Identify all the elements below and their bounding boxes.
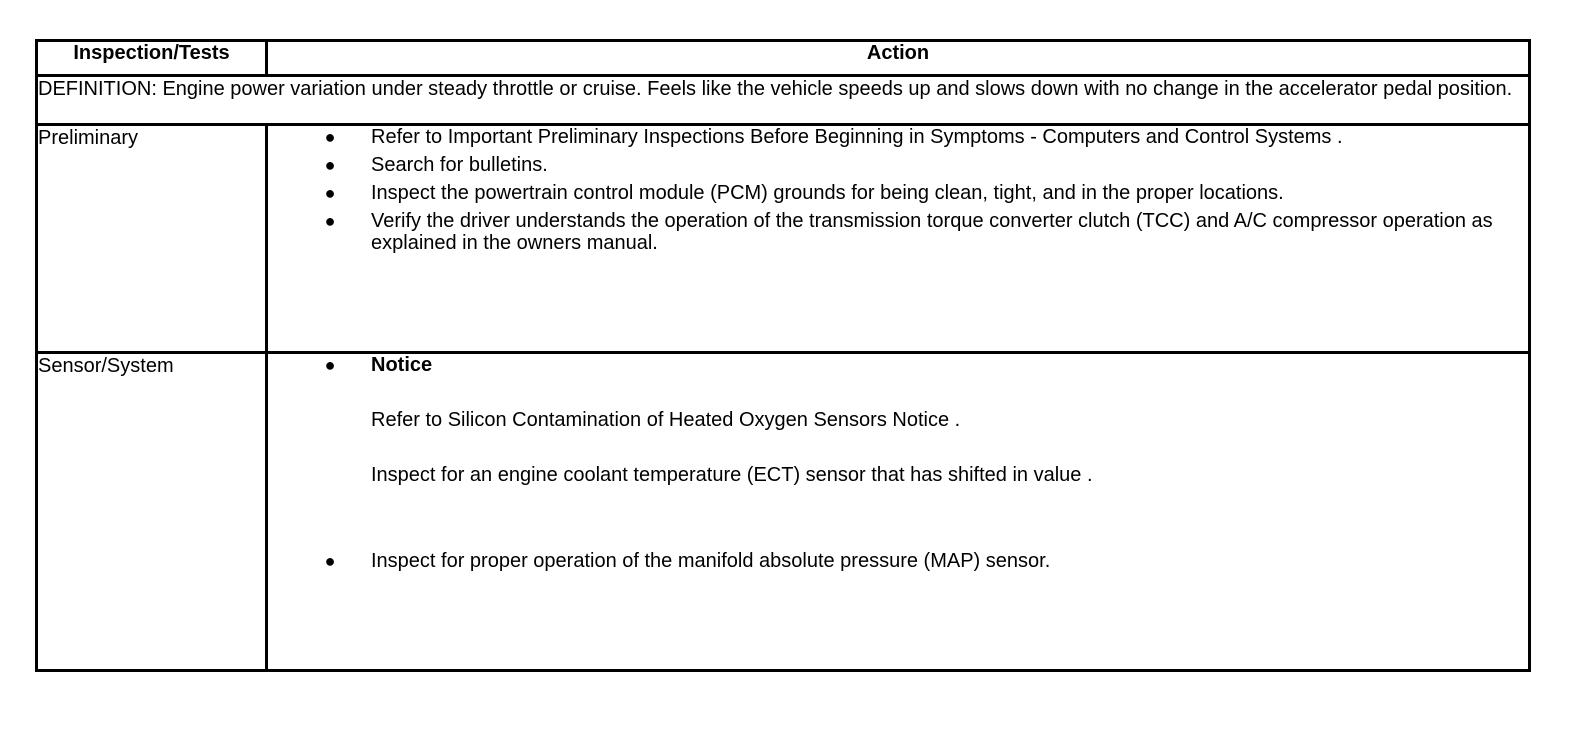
header-action: Action xyxy=(267,41,1530,76)
action-cell-sensor-system xyxy=(267,353,1530,671)
bullet-icon: ● xyxy=(324,155,336,175)
header-row xyxy=(37,41,1530,76)
row-label-preliminary: Preliminary xyxy=(37,125,267,353)
bullet-icon: ● xyxy=(324,551,336,571)
list-item-text: Verify the driver understands the operation of the transmission torque converter clutch (TCC) and A/C compressor operation as explained in the owners manual. xyxy=(371,210,1493,254)
list-item xyxy=(268,354,1528,486)
sensor-system-list xyxy=(268,354,1528,572)
bullet-icon: ● xyxy=(324,127,336,147)
notice-text: Refer to Silicon Contamination of Heated Oxygen Sensors Notice . xyxy=(371,409,961,431)
preliminary-list xyxy=(268,126,1528,254)
list-item xyxy=(268,550,1528,572)
definition-text: DEFINITION: Engine power variation under steady throttle or cruise. Feels like the vehicle speeds up and slows down with no change in the accelerator pedal position. xyxy=(37,76,1530,125)
table-row xyxy=(37,125,1530,353)
list-item-text: Search for bulletins. xyxy=(371,154,548,176)
header-inspection-tests: Inspection/Tests xyxy=(37,41,267,76)
bullet-icon: ● xyxy=(324,355,336,375)
row-label-sensor-system: Sensor/System xyxy=(37,353,267,671)
action-cell-preliminary xyxy=(267,125,1530,353)
list-item xyxy=(268,210,1528,254)
list-item-text: Inspect for proper operation of the manifold absolute pressure (MAP) sensor. xyxy=(371,550,1051,572)
list-item-text: Refer to Important Preliminary Inspections Before Beginning in Symptoms - Computers and Control Systems . xyxy=(371,126,1343,148)
bullet-icon: ● xyxy=(324,211,336,231)
definition-row xyxy=(37,76,1530,125)
list-item xyxy=(268,182,1528,204)
notice-title: Notice xyxy=(371,354,433,376)
diagnostic-table xyxy=(35,39,1531,672)
list-item xyxy=(268,126,1528,148)
table-row xyxy=(37,353,1530,671)
list-item xyxy=(268,154,1528,176)
list-item-text: Inspect the powertrain control module (PCM) grounds for being clean, tight, and in the proper locations. xyxy=(371,182,1284,204)
bullet-icon: ● xyxy=(324,183,336,203)
notice-action-text: Inspect for an engine coolant temperature (ECT) sensor that has shifted in value . xyxy=(371,464,1093,486)
